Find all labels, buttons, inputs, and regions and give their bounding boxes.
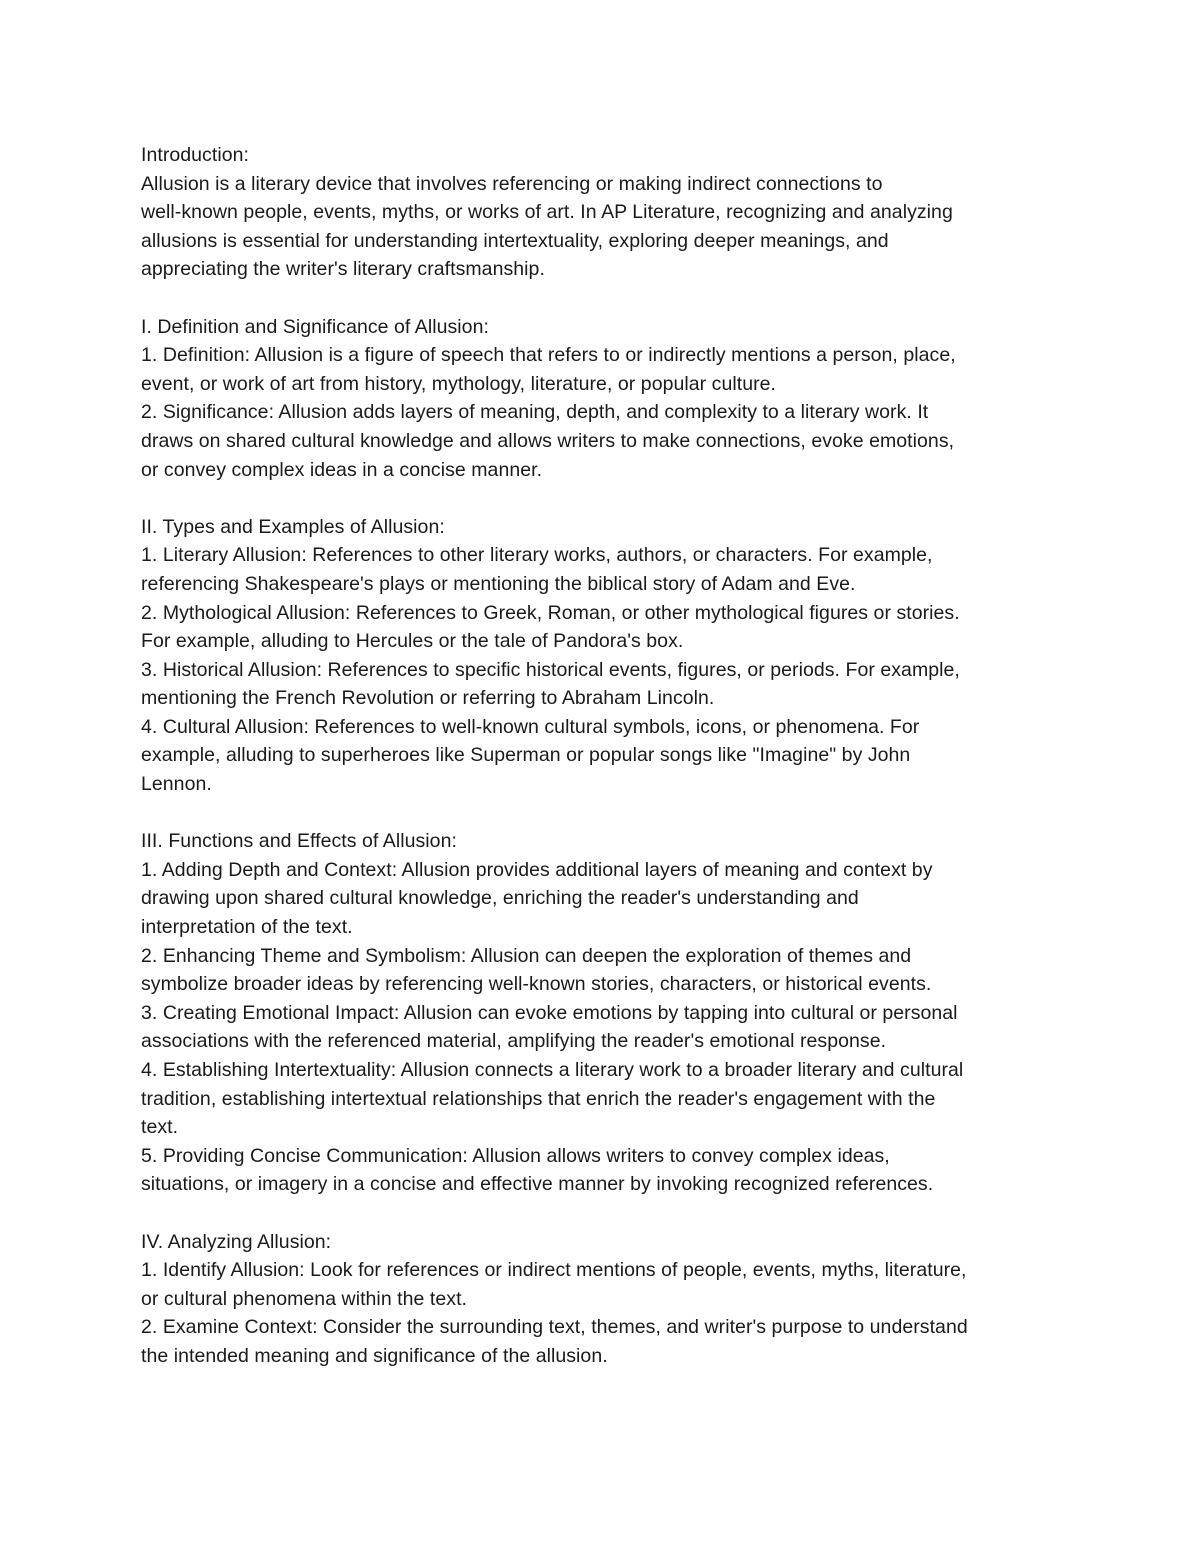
paragraph-line: For example, alluding to Hercules or the tale of Pandora's box. (141, 630, 684, 653)
introduction-section (141, 141, 1061, 284)
paragraph-line: 2. Examine Context: Consider the surrounding text, themes, and writer's purpose to understand (141, 1316, 968, 1339)
paragraph-line: event, or work of art from history, mythology, literature, or popular culture. (141, 372, 777, 395)
paragraph-line: Allusion is a literary device that involves referencing or making indirect connections to (141, 172, 883, 195)
paragraph-line: draws on shared cultural knowledge and allows writers to make connections, evoke emotions, (141, 429, 955, 452)
paragraph-line: mentioning the French Revolution or referring to Abraham Lincoln. (141, 687, 715, 710)
paragraph-line: 2. Mythological Allusion: References to Greek, Roman, or other mythological figures or stories. (141, 601, 960, 624)
section-heading: Introduction: (141, 144, 249, 166)
paragraph-line: or cultural phenomena within the text. (141, 1287, 468, 1310)
paragraph-line: 1. Adding Depth and Context: Allusion provides additional layers of meaning and context by (141, 858, 933, 881)
paragraph-line: 2. Significance: Allusion adds layers of meaning, depth, and complexity to a literary work. It (141, 401, 929, 424)
paragraph-line: tradition, establishing intertextual relationships that enrich the reader's engagement with the (141, 1087, 936, 1110)
paragraph-line: text. (141, 1116, 179, 1139)
paragraph-line: 1. Definition: Allusion is a figure of speech that refers to or indirectly mentions a person, place, (141, 344, 956, 367)
paragraph-line: 5. Providing Concise Communication: Allusion allows writers to convey complex ideas, (141, 1144, 890, 1167)
paragraph-line: referencing Shakespeare's plays or mentioning the biblical story of Adam and Eve. (141, 572, 856, 595)
paragraph-line: drawing upon shared cultural knowledge, enriching the reader's understanding and (141, 887, 859, 910)
functions-section (141, 827, 1061, 1199)
paragraph-line: 3. Creating Emotional Impact: Allusion can evoke emotions by tapping into cultural or personal (141, 1001, 958, 1024)
paragraph-line: well-known people, events, myths, or works of art. In AP Literature, recognizing and analyzing (141, 201, 953, 224)
paragraph-line: example, alluding to superheroes like Superman or popular songs like "Imagine" by John (141, 744, 911, 767)
paragraph-line: symbolize broader ideas by referencing well-known stories, characters, or historical events. (141, 973, 932, 996)
section-heading: I. Definition and Significance of Allusion: (141, 315, 489, 338)
analyzing-section (141, 1228, 1061, 1371)
paragraph-line: Lennon. (141, 773, 212, 796)
section-heading: II. Types and Examples of Allusion: (141, 515, 445, 538)
paragraph-line: allusions is essential for understanding intertextuality, exploring deeper meanings, and (141, 229, 889, 252)
paragraph-line: situations, or imagery in a concise and effective manner by invoking recognized references. (141, 1173, 934, 1196)
document-body (141, 141, 1061, 1399)
paragraph-line: interpretation of the text. (141, 916, 353, 939)
paragraph-line: 4. Establishing Intertextuality: Allusion connects a literary work to a broader literary and cultural (141, 1059, 964, 1081)
paragraph-line: 2. Enhancing Theme and Symbolism: Allusion can deepen the exploration of themes and (141, 944, 912, 967)
section-heading: IV. Analyzing Allusion: (141, 1230, 332, 1253)
section-heading: III. Functions and Effects of Allusion: (141, 830, 457, 853)
paragraph-line: 3. Historical Allusion: References to specific historical events, figures, or periods. For example, (141, 658, 960, 681)
paragraph-line: appreciating the writer's literary craftsmanship. (141, 258, 545, 281)
paragraph-line: associations with the referenced material, amplifying the reader's emotional response. (141, 1030, 887, 1053)
types-section (141, 513, 1061, 799)
paragraph-line: 4. Cultural Allusion: References to well-known cultural symbols, icons, or phenomena. For (141, 715, 920, 738)
paragraph-line: 1. Literary Allusion: References to other literary works, authors, or characters. For example, (141, 544, 933, 567)
definition-section (141, 313, 1061, 485)
paragraph-line: the intended meaning and significance of the allusion. (141, 1344, 608, 1367)
paragraph-line: or convey complex ideas in a concise manner. (141, 458, 543, 481)
paragraph-line: 1. Identify Allusion: Look for references or indirect mentions of people, events, myths, literature, (141, 1259, 967, 1282)
